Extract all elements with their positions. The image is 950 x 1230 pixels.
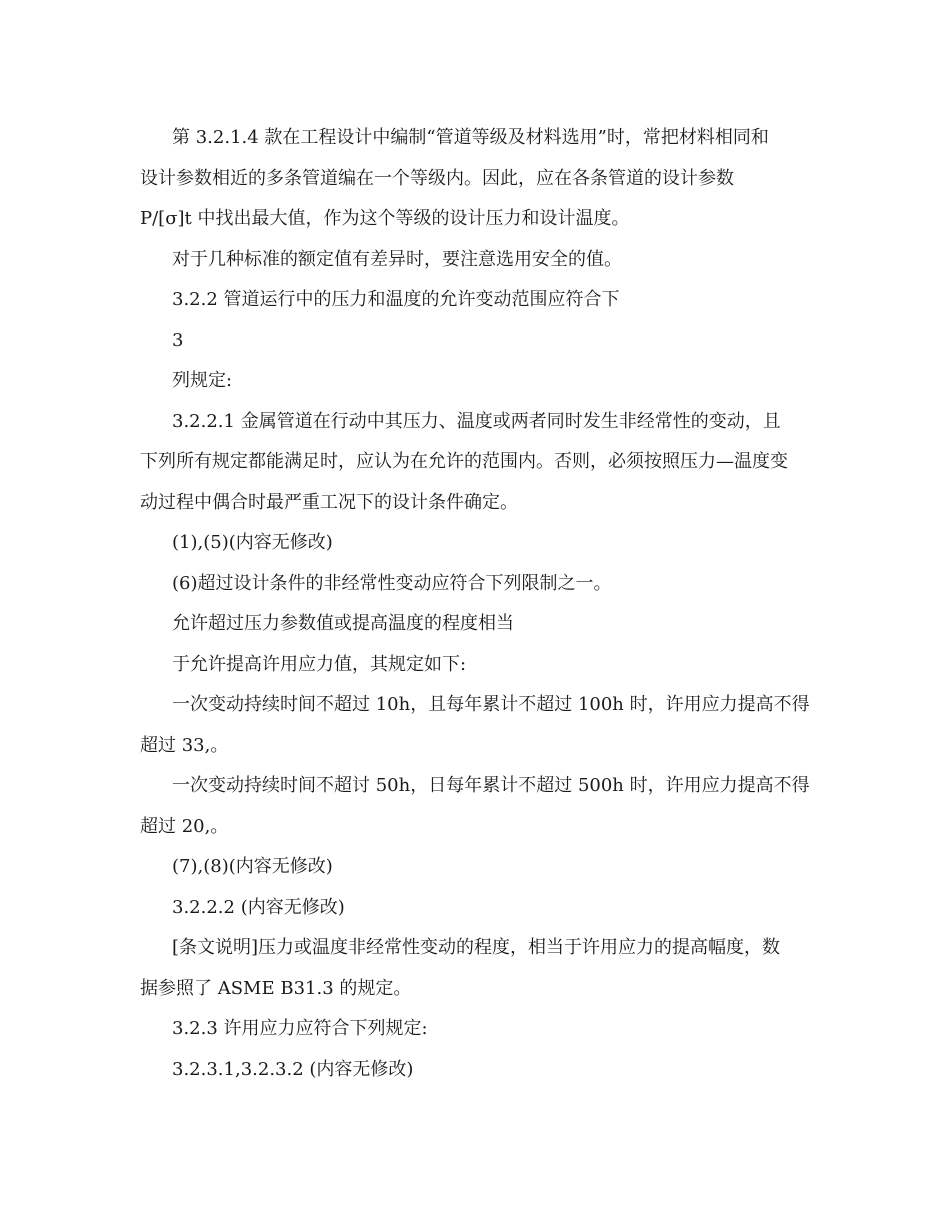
paragraph-line: 对于几种标准的额定值有差异时，要注意选用安全的值。 bbox=[172, 248, 622, 270]
list-item-1-5: (1),(5)(内容无修改) bbox=[172, 532, 333, 553]
list-item-7-8: (7),(8)(内容无修改) bbox=[172, 856, 333, 877]
document-body bbox=[140, 118, 820, 1090]
paragraph-line: 第 3.2.1.4 款在工程设计中编制“管道等级及材料选用”时，常把材料相同和 bbox=[172, 127, 769, 148]
paragraph-line: 超过 20,。 bbox=[140, 815, 229, 837]
list-item-6: (6)超过设计条件的非经常性变动应符合下列限制之一。 bbox=[172, 572, 612, 594]
clause-3-2-3-1-2: 3.2.3.1,3.2.3.2 (内容无修改) bbox=[172, 1058, 414, 1080]
page-number: 3 bbox=[172, 329, 184, 351]
clause-3-2-2-2: 3.2.2.2 (内容无修改) bbox=[172, 896, 345, 918]
clause-explanation: [条文说明]压力或温度非经常性变动的程度，相当于许用应力的提高幅度，数 bbox=[172, 937, 781, 958]
paragraph-line: 一次变动持续时间不超过 10h，且每年累计不超过 100h 时，许用应力提高不得 bbox=[172, 694, 810, 715]
paragraph-line: 下列所有规定都能满足时，应认为在允许的范围内。否则，必须按照压力—温度变 bbox=[140, 451, 788, 472]
paragraph-line: 据参照了 ASME B31.3 的规定。 bbox=[140, 977, 412, 999]
paragraph-line: 一次变动持续时间不超讨 50h，日每年累计不超过 500h 时，许用应力提高不得 bbox=[172, 775, 810, 796]
paragraph-line: 设计参数相近的多条管道编在一个等级内。因此，应在各条管道的设计参数 bbox=[140, 167, 734, 189]
paragraph-line: 超过 33,。 bbox=[140, 734, 229, 756]
paragraph-line: 动过程中偶合时最严重工况下的设计条件确定。 bbox=[140, 491, 518, 513]
paragraph-line: 列规定: bbox=[172, 370, 233, 391]
paragraph-line: 于允许提高许用应力值，其规定如下: bbox=[172, 653, 467, 675]
section-heading-3-2-2: 3.2.2 管道运行中的压力和温度的允许变动范围应符合下 bbox=[172, 289, 620, 310]
paragraph-line: 允许超过压力参数值或提高温度的程度相当 bbox=[172, 613, 514, 634]
clause-3-2-2-1: 3.2.2.1 金属管道在行动中其压力、温度或两者同时发生非经常性的变动，且 bbox=[172, 410, 781, 432]
section-heading-3-2-3: 3.2.3 许用应力应符合下列规定: bbox=[172, 1018, 428, 1039]
paragraph-line: P/[σ]t 中找出最大值，作为这个等级的设计压力和设计温度。 bbox=[140, 208, 630, 229]
